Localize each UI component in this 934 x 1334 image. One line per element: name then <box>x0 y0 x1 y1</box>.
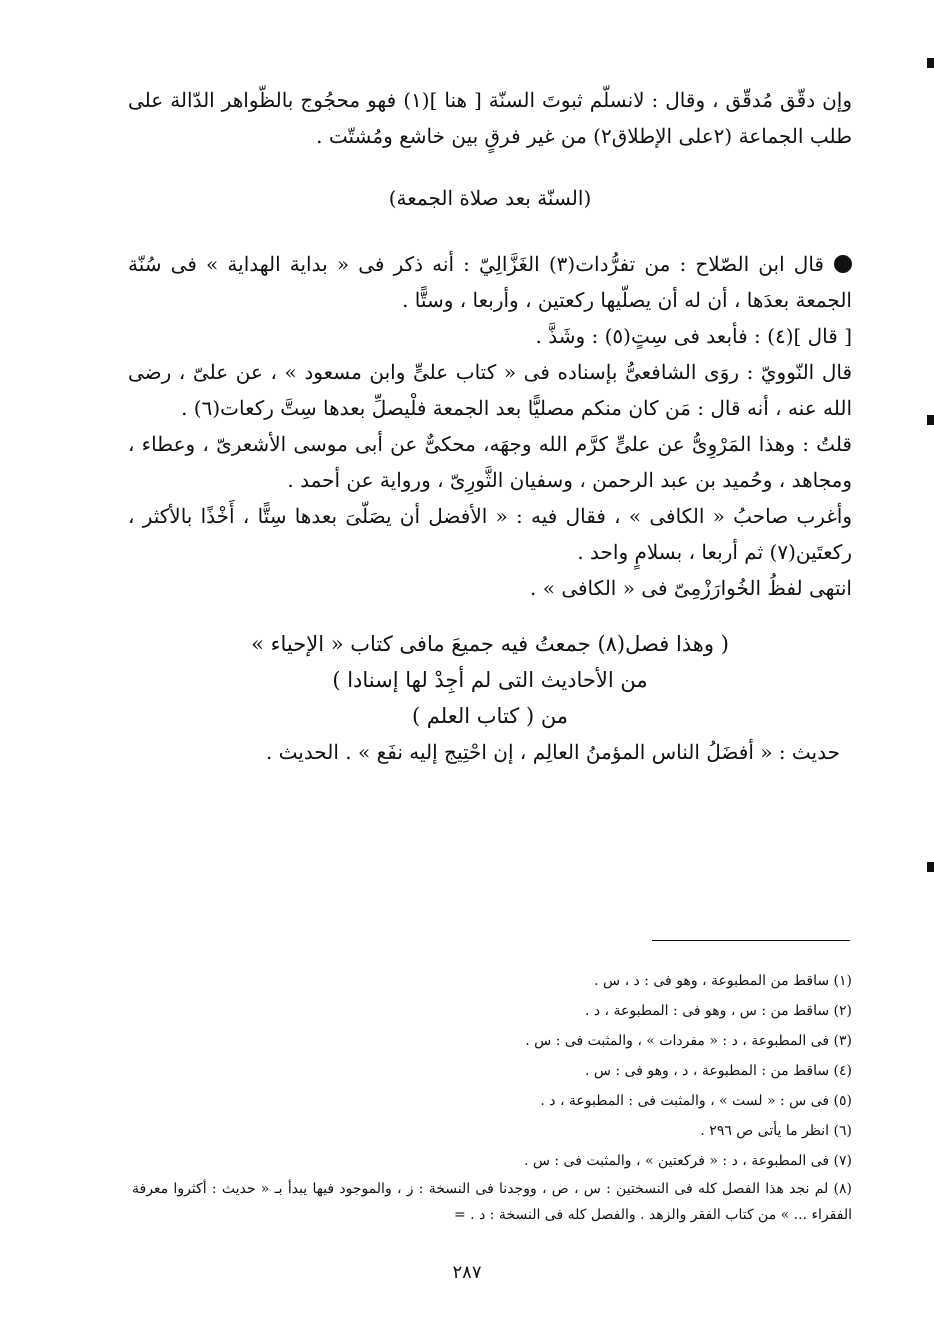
paragraph-intaha: انتهى لفظُ الخُوارَزْمِىّ فى « الكافى » . <box>530 576 852 600</box>
margin-mark <box>927 862 934 872</box>
page-number: ٢٨٧ <box>452 1262 482 1283</box>
paragraph-kafi: وأغرب صاحبُ « الكافى » ، فقال فيه : « الأفضل أن يصَلّىَ بعدها سِتًّا ، أَخْذًا بالأكثر ، ركعتَين(٧) ثم أربعا ، بسلامٍ واحد . <box>128 504 852 564</box>
paragraph-ibn-salah <box>128 246 852 318</box>
margin-mark <box>927 415 934 425</box>
paragraph-qala: [ قال ](٤) : فأبعد فى سِتٍ(٥) : وشَذَّ . <box>535 324 852 348</box>
footnote: (٢) ساقط من : س ، وهو فى : المطبوعة ، د . <box>584 1003 852 1019</box>
footnote: (٦) انظر ما يأتى ص ٢٩٦ . <box>700 1123 852 1139</box>
footnote: (١) ساقط من المطبوعة ، وهو فى : د ، س . <box>594 973 852 989</box>
margin-mark <box>927 58 934 68</box>
footnotes <box>132 966 852 1228</box>
footnote: (٤) ساقط من : المطبوعة ، د ، وهو فى : س . <box>584 1063 852 1079</box>
paragraph-nawawi: قال النّوويّ : روَى الشافعىُّ بإسناده فى « كتاب علىٍّ وابن مسعود » ، عن علىّ ، رضى الله عنه ، أنه قال : مَن كان منكم مصليًّا بعد الجمعة فلْيصلِّ بعدها سِتَّ ركعات(٦) . <box>128 360 852 420</box>
footnote: (٣) فى المطبوعة ، د : « مفردات » ، والمثبت فى : س . <box>525 1033 852 1049</box>
footnote: (٧) فى المطبوعة ، د : « فركعتين » ، والمثبت فى : س . <box>523 1153 852 1169</box>
section-heading-line: من الأحاديث التى لم أجِدْ لها إسنادا ) <box>332 668 648 692</box>
footnote: (٨) لم نجد هذا الفصل كله فى النسختين : س ، ص ، ووجدنا فى النسخة : ز ، والموجود فيها يبدأ بـ « حديث : أكثروا معرفة الفقراء ... » من كتاب الفقر والزهد . والفصل كله فى النسخة : د . = <box>132 1181 852 1223</box>
section-heading-line: من ( كتاب العلم ) <box>411 704 569 728</box>
section-heading <box>128 626 852 734</box>
footnote: (٥) فى س : « لست » ، والمثبت فى : المطبوعة ، د . <box>540 1093 852 1109</box>
paragraph-ibn-salah-text: قال ابن الصّلاح : من تفرُّدات(٣) الغَزَّالِيّ : أنه ذكر فى « بداية الهداية » فى سُنّة الجمعة بعدَها ، أن له أن يصلّيها ركعتين ، وأربعا ، وستًّا . <box>128 252 852 312</box>
subheading: (السنّة بعد صلاة الجمعة) <box>388 186 592 210</box>
bullet-dot-icon <box>834 255 852 273</box>
footnote-divider <box>652 940 850 941</box>
hadith-text: حديث : « أفضَلُ الناس المؤمنُ العالِم ، إن احْتِيج إليه نفَع » . الحديث . <box>265 740 840 764</box>
intro-paragraph: وإن دقّق مُدقّق ، وقال : لانسلّم ثبوتَ السنّة [ هنا ](١) فهو محجُوج بالظّواهر الدّالة على طلب الجماعة (٢على الإطلاق٢) من غير فرقٍ بين خاشع ومُشتّت . <box>128 88 853 148</box>
paragraph-qultu: قلتُ : وهذا المَرْوِىُّ عن علىٍّ كرَّم الله وجهَه، محكىٌّ عن أبى موسى الأشعرىّ ، وعطاء ، ومجاهد ، وحُميد بن عبد الرحمن ، وسفيان الثَّورِىّ ، ورواية عن أحمد . <box>128 432 852 492</box>
section-heading-line: ( وهذا فصل(٨) جمعتُ فيه جميعَ مافى كتاب « الإحياء » <box>251 632 729 656</box>
main-text <box>128 82 852 770</box>
